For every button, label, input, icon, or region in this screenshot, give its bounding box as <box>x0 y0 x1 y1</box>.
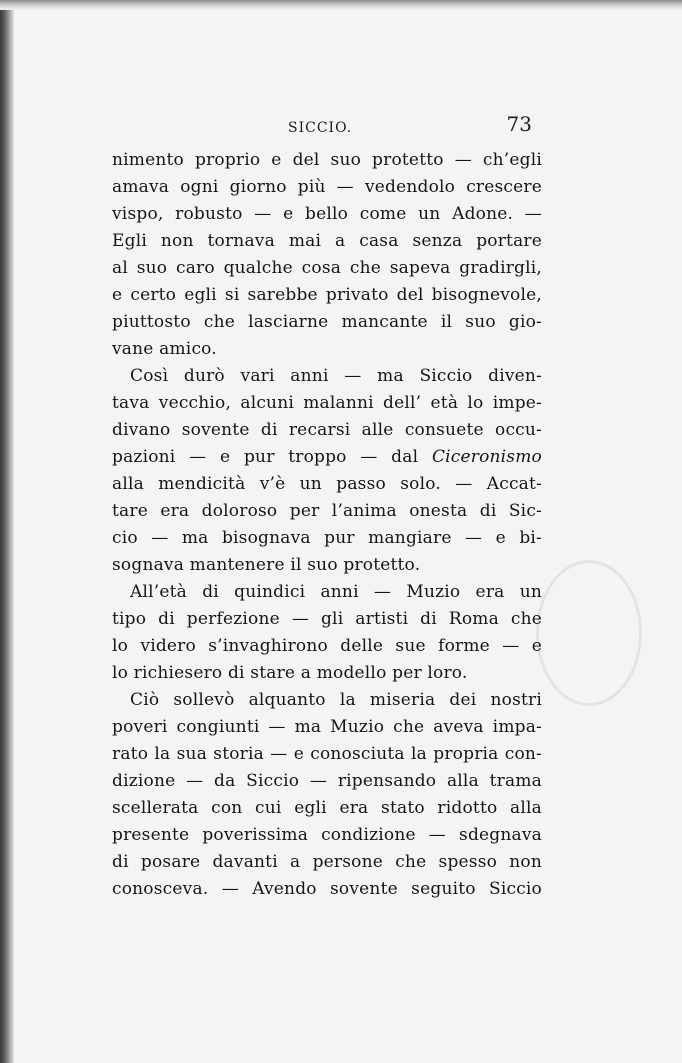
text-line: amava ogni giorno più — vedendolo crescere <box>112 177 542 197</box>
text-line: poveri congiunti — ma Muzio che aveva impa- <box>112 717 542 737</box>
binding-edge <box>0 0 14 1063</box>
text-line: e certo egli si sarebbe privato del bisognevole, <box>112 285 542 305</box>
text-line: al suo caro qualche cosa che sapeva gradirgli, <box>112 258 542 278</box>
text-line: tare era doloroso per l’anima onesta di Sic- <box>112 501 542 521</box>
text-line: di posare davanti a persone che spesso non <box>112 852 542 872</box>
show-through-mark <box>536 560 642 706</box>
paragraph-start-line: Così durò vari anni — ma Siccio diven- <box>130 366 542 386</box>
text-line: Egli non tornava mai a casa senza portare <box>112 231 542 251</box>
text-line: tava vecchio, alcuni malanni dell’ età lo impe- <box>112 393 542 413</box>
page-top-edge <box>0 0 682 10</box>
text-line: vispo, robusto — e bello come un Adone. — <box>112 204 542 224</box>
text-line: presente poverissima condizione — sdegnava <box>112 825 542 845</box>
running-head: SICCIO. <box>288 120 353 136</box>
text-line: dizione — da Siccio — ripensando alla trama <box>112 771 542 791</box>
text-line-with-italic <box>112 444 542 471</box>
text-line: lo videro s’invaghirono delle sue forme — e <box>112 636 542 656</box>
paragraph-start-line: All’età di quindici anni — Muzio era un <box>130 582 542 602</box>
text-line: divano sovente di recarsi alle consuete occu- <box>112 420 542 440</box>
text-line: vane amico. <box>112 339 217 359</box>
text-line: piuttosto che lasciarne mancante il suo gio- <box>112 312 542 332</box>
text-line: nimento proprio e del suo protetto — ch’egli <box>112 150 542 170</box>
page-header <box>110 112 542 142</box>
italic-word: Ciceronismo <box>431 447 542 467</box>
text-line: sognava mantenere il suo protetto. <box>112 555 421 575</box>
text-line: cio — ma bisognava pur mangiare — e bi- <box>112 528 542 548</box>
text-segment: pazioni — e pur troppo — dal <box>112 447 432 467</box>
body-text <box>112 147 542 903</box>
page-number: 73 <box>506 112 532 136</box>
text-line: conosceva. — Avendo sovente seguito Siccio <box>112 879 542 899</box>
text-line: alla mendicità v’è un passo solo. — Accat- <box>112 474 542 494</box>
text-line: rato la sua storia — e conosciuta la propria con- <box>112 744 542 764</box>
text-line: lo richiesero di stare a modello per loro. <box>112 663 468 683</box>
text-line: scellerata con cui egli era stato ridotto alla <box>112 798 542 818</box>
text-line: tipo di perfezione — gli artisti di Roma che <box>112 609 542 629</box>
paragraph-start-line: Ciò sollevò alquanto la miseria dei nostri <box>130 690 542 710</box>
